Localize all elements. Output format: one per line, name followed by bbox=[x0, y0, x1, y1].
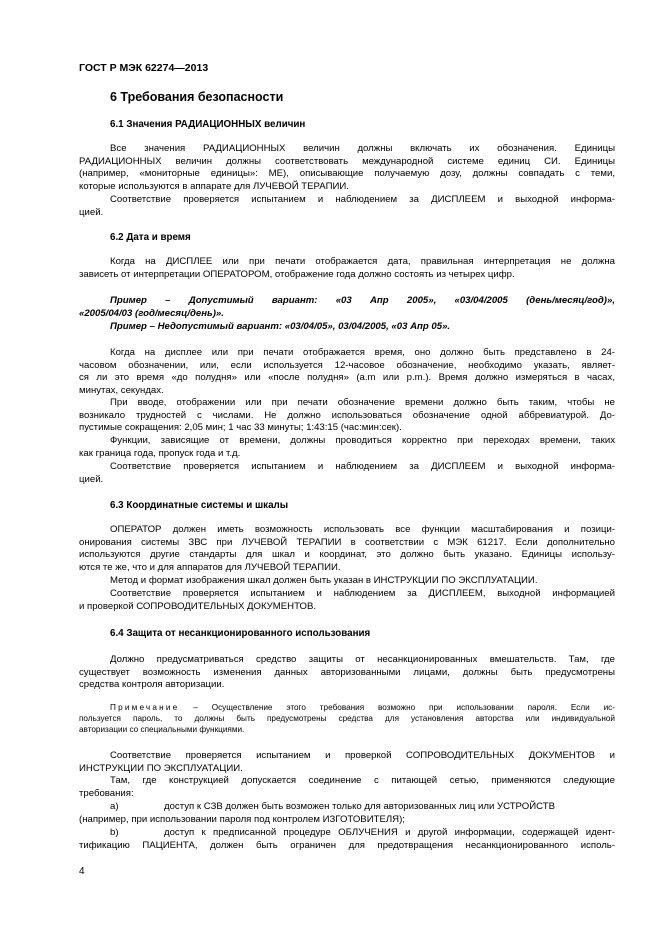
subsection-title-6-3: 6.3 Координатные системы и шкалы bbox=[110, 500, 289, 511]
note: Примечание – Осуществление этого требования возможно при использовании пароля. Если ис- пользуется пароль, то должны быть предусмотрены средства для установления авторства или индивидуальной авторизации со специальными функциями. bbox=[79, 703, 615, 734]
document-header: ГОСТ Р МЭК 62274—2013 bbox=[79, 62, 209, 74]
list-item-b: b) доступ к предписанной процедуре ОБЛУЧЕНИЯ и другой информации, содержащей идент- тификацию ПАЦИЕНТА, должен быть ограничен для предотвращения несанкционированного исполь- bbox=[79, 827, 615, 851]
paragraph: Там, где конструкцией допускается соединение с питающей сетью, применяются следующие требования: bbox=[79, 775, 615, 799]
page-number: 4 bbox=[79, 866, 85, 877]
paragraph: Соответствие проверяется испытанием и проверкой СОПРОВОДИТЕЛЬНЫХ ДОКУМЕНТОВ и ИНСТРУКЦИИ ПО ЭКСПЛУАТАЦИИ. bbox=[79, 750, 615, 774]
list-label-b: b) bbox=[110, 827, 119, 838]
paragraph: Когда на дисплее или при печати отображается время, оно должно быть представлено в 24- часовом обозначении, или, если используется 12-часовое обозначение, необходимо указать, являет- ся ли это время «до полудня» или «после полудня» (a.m или p.m.). Время должно измеряться в часах, минутах, секундах. bbox=[79, 347, 615, 396]
paragraph: Соответствие проверяется испытанием и наблюдением за ДИСПЛЕЕМ и выходной информа- цией. bbox=[79, 194, 615, 218]
list-label-a: a) bbox=[110, 801, 119, 812]
paragraph: При вводе, отображении или при печати обозначение времени должно быть таким, чтобы не возникало трудностей с числами. Не должно использоваться обозначение одной аббревиатурой. До- пустимые сокращения: 2,05 мин; 1 час 33 минуты; 1:43:15 (час:мин:сек). bbox=[79, 397, 615, 434]
section-title: 6 Требования безопасности bbox=[110, 90, 284, 104]
list-item-a: a) доступ к СЗВ должен быть возможен только для авторизованных лиц или УСТРОЙСТВ (например, при использовании пароля под контролем ИЗГОТОВИТЕЛЯ); bbox=[79, 801, 555, 825]
subsection-title-6-2: 6.2 Дата и время bbox=[110, 232, 191, 243]
paragraph: Соответствие проверяется испытанием и наблюдением за ДИСПЛЕЕМ и выходной информа- цией. bbox=[79, 461, 615, 485]
paragraph: Когда на ДИСПЛЕЕ или при печати отображается дата, правильная интерпретация не должна зависеть от интерпретации ОПЕРАТОРОМ, отображение года должно состоять из четырех цифр. bbox=[79, 256, 615, 280]
example-valid: Пример – Допустимый вариант: «03 Апр 2005», «03/04/2005 (день/месяц/год)», «2005/04/03 (год/месяц/день)». bbox=[79, 295, 615, 319]
paragraph: Метод и формат изображения шкал должен быть указан в ИНСТРУКЦИИ ПО ЭКСПЛУАТАЦИИ. bbox=[110, 575, 538, 586]
paragraph: Все значения РАДИАЦИОННЫХ величин должны включать их обозначения. Единицы РАДИАЦИОННЫХ величин должны соответствовать международной системе единиц СИ. Единицы (например, «мониторные единицы»: МЕ), описывающие получаемую дозу, должны совпадать с теми, которые используются в аппарате для ЛУЧЕВОЙ ТЕРАПИИ. bbox=[79, 143, 615, 192]
note-label: Примечание bbox=[110, 703, 180, 712]
subsection-title-6-1: 6.1 Значения РАДИАЦИОННЫХ величин bbox=[110, 119, 306, 130]
paragraph: Функции, зависящие от времени, должны проводиться корректно при переходах времени, таких как граница года, пропуск года и т.д. bbox=[79, 435, 615, 459]
paragraph: Соответствие проверяется испытанием и наблюдением за ДИСПЛЕЕМ, выходной информацией и проверкой СОПРОВОДИТЕЛЬНЫХ ДОКУМЕНТОВ. bbox=[79, 588, 615, 612]
example-invalid: Пример – Недопустимый вариант: «03/04/05», 03/04/2005, «03 Апр 05». bbox=[110, 321, 451, 332]
paragraph: Должно предусматриваться средство защиты от несанкционированных вмешательств. Там, где существует возможность изменения данных авторизованными лицами, должны быть предусмотрены средства контроля авторизации. bbox=[79, 654, 615, 691]
subsection-title-6-4: 6.4 Защита от несанкционированного использования bbox=[110, 628, 371, 639]
paragraph: ОПЕРАТОР должен иметь возможность использовать все функции масштабирования и позици- онирования системы ЗВС при ЛУЧЕВОЙ ТЕРАПИИ в соответствии с МЭК 61217. Если дополнительно используются другие стандарты для шкал и координат, это должно быть указано. Единицы использу- ются те же, что и для аппаратов для ЛУЧЕВОЙ ТЕРАПИИ. bbox=[79, 524, 615, 573]
